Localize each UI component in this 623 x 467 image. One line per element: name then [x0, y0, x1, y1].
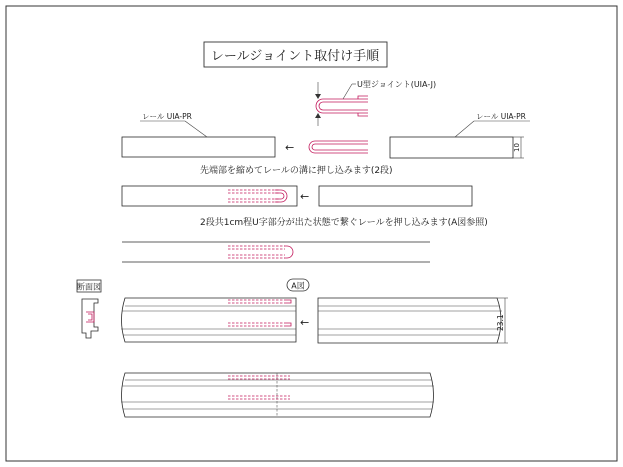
arrow-left-2: ←: [300, 190, 310, 203]
section-label: 断面図: [77, 282, 101, 292]
sheet-border: [6, 6, 617, 461]
step1-text: 先端部を縮めてレールの溝に押し込みます(2段): [200, 166, 393, 176]
row-3d-joined: [121, 373, 434, 417]
row-joint-inserted: [122, 186, 472, 206]
step2-text: 2段共1cm程U字部分が出た状態で繋ぐレールを押し込みます(A図参照): [200, 218, 488, 228]
rail-right-label: レール UIA-PR: [476, 112, 526, 121]
title-block: [204, 42, 387, 67]
figure-a-label: [287, 279, 309, 291]
arrow-left-1: ←: [285, 141, 295, 154]
joint-horizontal: [309, 141, 368, 153]
section-view: [77, 280, 101, 338]
rail-left: [122, 137, 275, 157]
dim-height-label: 10: [513, 143, 521, 152]
arrow-left-3: ←: [300, 316, 310, 329]
page-title: レールジョイント取付け手順: [210, 49, 380, 64]
rail-right: [390, 137, 513, 158]
row-rails-joined: [122, 242, 430, 262]
row-3d-separate: [121, 298, 508, 343]
rail-left-label: レール UIA-PR: [142, 112, 192, 121]
u-joint-vertical: [315, 79, 436, 126]
dim-depth-label: 23.1: [496, 314, 505, 331]
row-rails-separate: [122, 112, 530, 158]
figure-a-text: A図: [291, 281, 305, 291]
rail-profile: [82, 299, 98, 338]
joint-part-label: U型ジョイント(UIA-J): [357, 80, 437, 89]
